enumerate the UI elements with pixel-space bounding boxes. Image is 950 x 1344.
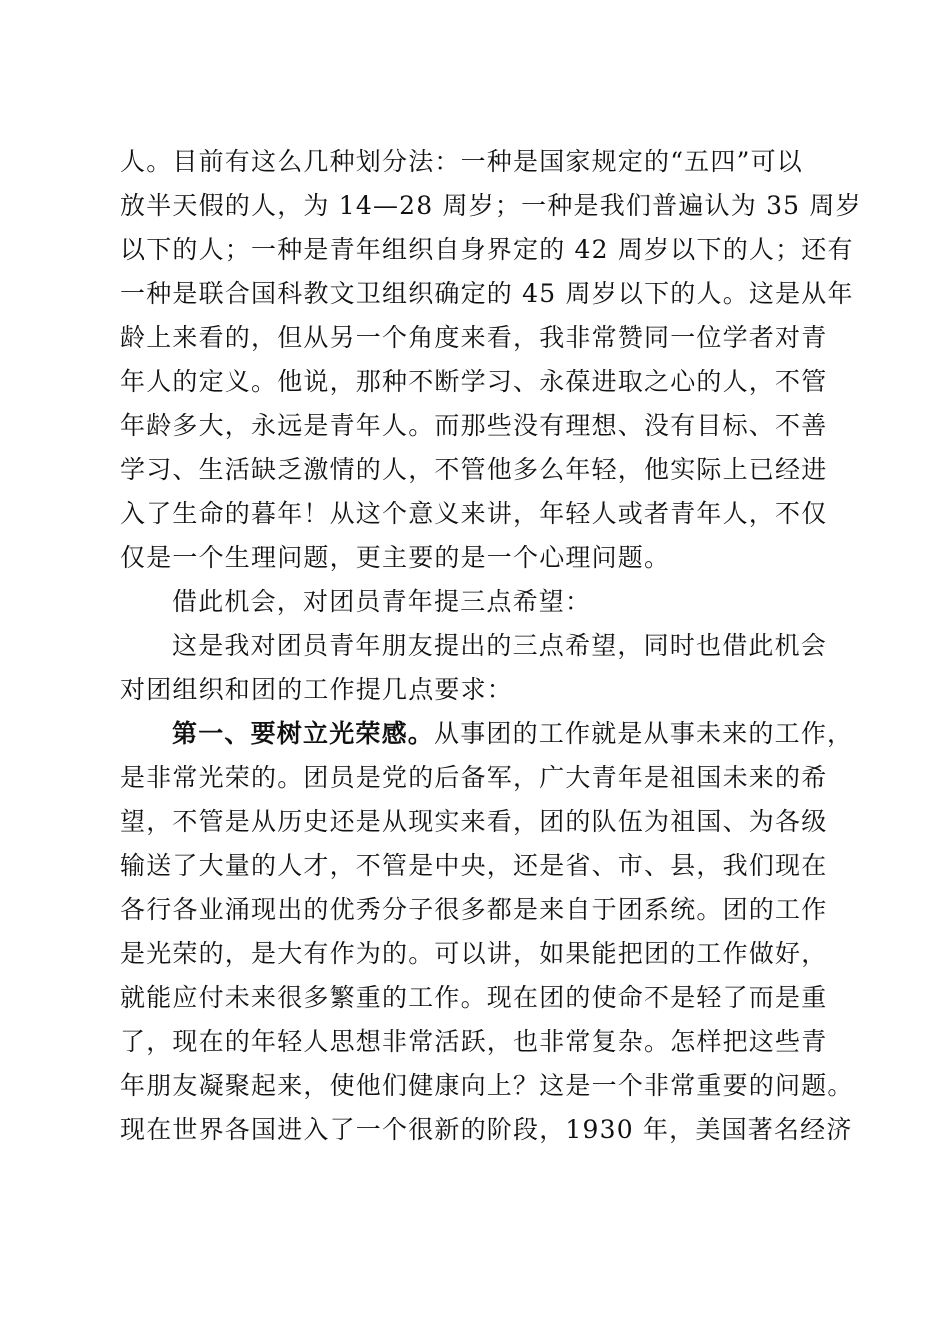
text-line: 以下的人；一种是青年组织自身界定的 42 周岁以下的人；还有 <box>120 235 854 264</box>
section-first-text: 从事团的工作就是从事未来的工作， <box>434 719 854 748</box>
text-line: 年龄多大，永远是青年人。而那些没有理想、没有目标、不善 <box>120 411 828 440</box>
text-line: 是光荣的，是大有作为的。可以讲，如果能把团的工作做好， <box>120 939 828 968</box>
text-line: 一种是联合国科教文卫组织确定的 45 周岁以下的人。这是从年 <box>120 279 854 308</box>
text-line: 现在世界各国进入了一个很新的阶段，1930 年，美国著名经济 <box>120 1115 853 1144</box>
text-line: 望，不管是从历史还是从现实来看，团的队伍为祖国、为各级 <box>120 807 828 836</box>
text-line: 各行各业涌现出的优秀分子很多都是来自于团系统。团的工作 <box>120 895 828 924</box>
paragraph-requirements: 这是我对团员青年朋友提出的三点希望，同时也借此机会 <box>172 631 828 660</box>
text-line: 入了生命的暮年！从这个意义来讲，年轻人或者青年人，不仅 <box>120 499 828 528</box>
text-line: 仅是一个生理问题，更主要的是一个心理问题。 <box>120 543 671 572</box>
text-line: 人。目前有这么几种划分法：一种是国家规定的“五四”可以 <box>120 147 803 176</box>
text-line: 对团组织和团的工作提几点要求： <box>120 675 514 704</box>
text-line: 龄上来看的，但从另一个角度来看，我非常赞同一位学者对青 <box>120 323 828 352</box>
text-line: 放半天假的人，为 14—28 周岁；一种是我们普遍认为 35 周岁 <box>120 191 862 220</box>
text-line: 学习、生活缺乏激情的人，不管他多么年轻，他实际上已经进 <box>120 455 828 484</box>
text-line: 是非常光荣的。团员是党的后备军，广大青年是祖国未来的希 <box>120 763 828 792</box>
paragraph-hopes: 借此机会，对团员青年提三点希望： <box>172 587 592 616</box>
text-line: 年人的定义。他说，那种不断学习、永葆进取之心的人，不管 <box>120 367 828 396</box>
section-first-line <box>172 712 892 756</box>
section-heading-first: 第一、要树立光荣感。 <box>172 719 435 748</box>
text-line: 了，现在的年轻人思想非常活跃，也非常复杂。怎样把这些青 <box>120 1027 828 1056</box>
text-line: 输送了大量的人才，不管是中央，还是省、市、县，我们现在 <box>120 851 828 880</box>
text-line: 就能应付未来很多繁重的工作。现在团的使命不是轻了而是重 <box>120 983 828 1012</box>
text-line: 年朋友凝聚起来，使他们健康向上？这是一个非常重要的问题。 <box>120 1071 854 1100</box>
